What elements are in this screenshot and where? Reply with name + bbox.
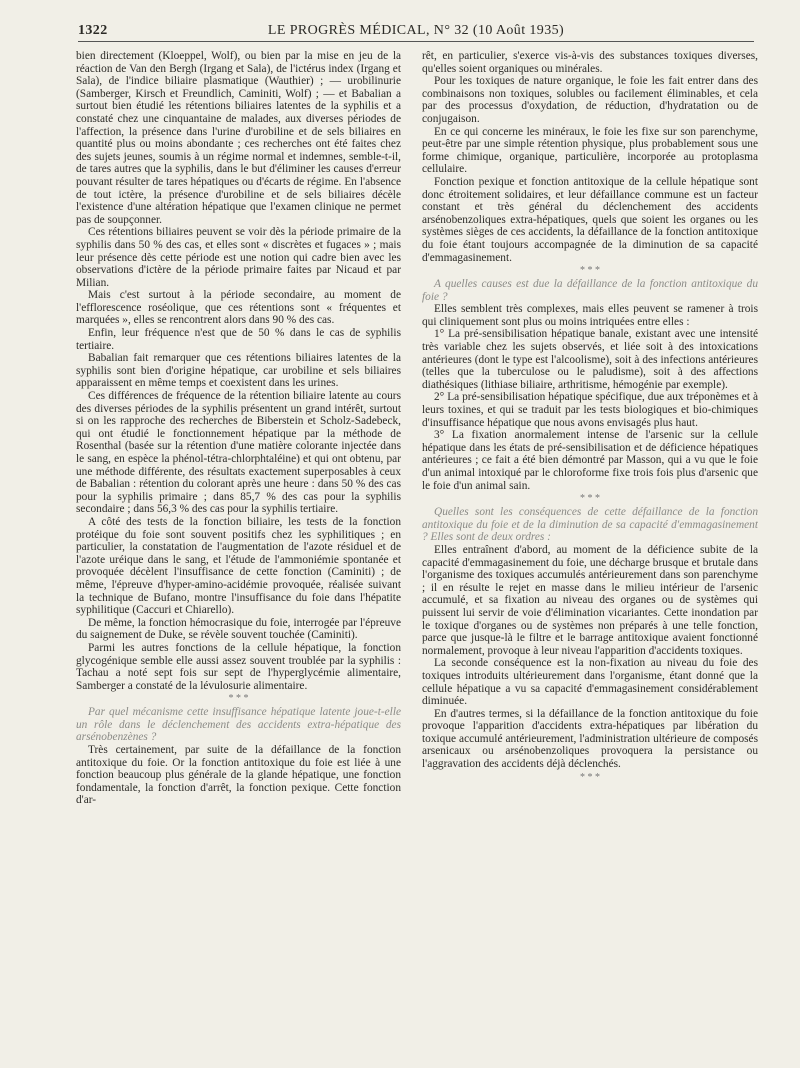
section-separator: * * * (228, 693, 249, 705)
paragraph: Elles entraînent d'abord, au moment de la déficience subite de la capacité d'emmagasinement du foie, une décharge brusque et brutale dans l'organisme des toxiques accumulés antérieurement dans son parenchyme ; il en résulte le rejet en masse dans le milieu intérieur de l'arsenic accumulé, et sa fixation au niveau des organes ou de systèmes qui puissent lui servir de voie d'élimination vicariantes. Cette inondation par le toxique d'organes ou de systèmes non préparés à une telle fonction, parce que jusque-là le filtre et le barrage antitoxique avaient fonctionné normalement, provoque à leur niveau l'apparition d'accidents toxiques. (422, 543, 758, 657)
paragraph: bien directement (Kloeppel, Wolf), ou bien par la mise en jeu de la réaction de Van den Bergh (Irgang et Sala), de l'ictérus index (Irgang et Sala), de l'indice biliaire plasmatique (Wauthier) ; — urobilinurie (Samberger, Kirsch et Freundlich, Caminiti, Wolf) ; — et Babalian a surtout bien étudié les rétentions biliaires latentes de la syphilis et a constaté chez une cinquantaine de malades, aux diverses périodes de l'affection, la présence dans l'urine d'urobiline et de sels biliaires en quantité plus ou moins abondante ; ces recherches ont été faites chez des sujets jeunes, soumis à un régime normal et indemnes, semble-t-il, de tares autres que la syphilis, dans le but d'éliminer les causes d'erreur pouvant résulter de tares hépatiques ou d'écarts de régime. En l'absence de tout ictère, la présence d'urobiline et de sels biliaires décèle l'existence d'une altération hépatique que l'examen clinique ne permet pas de soupçonner. (76, 50, 401, 226)
paragraph: La seconde conséquence est la non-fixation au niveau du foie des toxiques introduits ultérieurement dans l'organisme, étant donné que la cellule hépatique a vu sa capacité d'emmagasinement considérablement diminuée. (422, 657, 758, 708)
paragraph: Elles semblent très complexes, mais elles peuvent se ramener à trois qui cliniquement sont plus ou moins intriquées entre elles : (422, 303, 758, 328)
left-column (76, 50, 401, 1050)
paragraph: Ces rétentions biliaires peuvent se voir dès la période primaire de la syphilis dans 50 % des cas, et elles sont « discrètes et fugaces » ; mais leur présence dès cette période est une notion qui cadre bien avec les observations d'ictère de la période primaire faites par Nicaud et par Milian. (76, 226, 401, 289)
section-separator: * * * (580, 493, 600, 505)
page-header (78, 20, 754, 42)
paragraph: A côté des tests de la fonction biliaire, les tests de la fonction protéique du foie sont souvent positifs chez les syphilitiques ; en particulier, la constatation de l'augmentation de l'azote résiduel et de l'azote uréique dans le sang, et l'étude de l'ammoniémie spontanée et provoquée décèlent l'insuffisance de cette fonction (Caminiti) ; de même, l'épreuve d'hyper-amino-acidémie provoquée, réalisée suivant la technique de Bufano, montre l'insuffisance du foie dans l'hépatite syphilitique (Caccuri et Chiarello). (76, 515, 401, 617)
paragraph: Babalian fait remarquer que ces rétentions biliaires latentes de la syphilis sont bien d'origine hépatique, car urobiline et sels biliaires apparaissent en même temps et coexistent dans les urines. (76, 352, 401, 390)
paragraph: Mais c'est surtout à la période secondaire, au moment de l'efflorescence roséolique, que ces rétentions sont « fréquentes et marquées », elles se rencontrent alors dans 90 % des cas. (76, 289, 401, 327)
paragraph: 2° La pré-sensibilisation hépatique spécifique, due aux tréponèmes et à leurs toxines, et qui se traduit par les tests biologiques et bio-chimiques d'insuffisance hépatique que nous avons envisagés plus haut. (422, 391, 758, 429)
section-question: A quelles causes est due la défaillance de la fonction antitoxique du foie ? (422, 278, 758, 303)
section-question: Par quel mécanisme cette insuffisance hépatique latente joue-t-elle un rôle dans le déclenchement des accidents extra-hépatique des arsénobenzènes ? (76, 706, 401, 744)
paragraph: Pour les toxiques de nature organique, le foie les fait entrer dans des combinaisons non toxiques, solubles ou facilement éliminables, et cela par des processus d'oxydation, de réduction, d'hydratation ou de conjugaison. (422, 75, 758, 125)
paragraph: Très certainement, par suite de la défaillance de la fonction antitoxique du foie. Or la fonction antitoxique du foie est liée à une fonction beaucoup plus générale de la glande hépatique, une fonction fondamentale, la fonction d'arrêt, la fonction pexique. Cette fonction d'ar- (76, 744, 401, 807)
paragraph: 3° La fixation anormalement intense de l'arsenic sur la cellule hépatique dans les états de pré-sensibilisation et de déficience hépatiques antérieures ; ce fait a été bien démontré par Masson, qui a vu que le foie d'un animal intoxiqué par le chloroforme fixe trois fois plus d'arsenic que le foie d'un animal sain. (422, 429, 758, 492)
paragraph: Enfin, leur fréquence n'est que de 50 % dans le cas de syphilis tertiaire. (76, 327, 401, 352)
journal-title: LE PROGRÈS MÉDICAL, N° 32 (10 Août 1935) (267, 23, 565, 38)
paragraph: En ce qui concerne les minéraux, le foie les fixe sur son parenchyme, peut-être par une simple rétention physique, plus probablement sous une forme chimique, organique, particulière, incorporée au protoplasma cellulaire. (422, 125, 758, 176)
paragraph: Parmi les autres fonctions de la cellule hépatique, la fonction glycogénique semble elle aussi assez souvent troublée par la syphilis : Tachau a noté sept fois sur sept de l'hyperglycémie alimentaire, Samberger a constaté de la lévulosurie alimentaire. (76, 641, 401, 692)
section-separator: * * * (580, 265, 600, 277)
paragraph: En d'autres termes, si la défaillance de la fonction antitoxique du foie provoque l'apparition d'accidents extra-hépatiques par libération du toxique accumulé antérieurement, l'administration ultérieure de composés arsenicaux ou arsénobenzoliques provoquera la persistance ou l'aggravation des accidents déjà déclenchés. (422, 707, 758, 771)
paragraph: 1° La pré-sensibilisation hépatique banale, existant avec une intensité très variable chez les sujets observés, et liée soit à des intoxications antérieures (dont le type est l'alcoolisme), soit à des infections antérieures (telles que la tuberculose ou le paludisme), soit à des affections diathésiques (lithiase biliaire, arthritisme, hémogénie par exemple). (422, 328, 758, 391)
paragraph: rêt, en particulier, s'exerce vis-à-vis des substances toxiques diverses, qu'elles soient organiques ou minérales. (422, 50, 758, 75)
section-separator: * * * (580, 771, 600, 783)
paragraph: Ces différences de fréquence de la rétention biliaire latente au cours des diverses périodes de la syphilis présentent un grand intérêt, surtout si on les rapproche des recherches de Biberstein et Scholz-Sadebeck, qui ont étudié le fonctionnement hépatique par la méthode de Rosenthal (basée sur la rétention d'une matière colorante injectée dans le sang, en espèce la phénol-tétra-chlorphtaléine) et qui ont obtenu, par une méthode différente, des résultats exactement superposables à ceux de Babalian : rétention du colorant après une heure : dans 50 % des cas pour la syphilis primaire ; dans 85,7 % des cas pour la syphilis secondaire ; dans 56,3 % des cas pour la syphilis tertiaire. (76, 390, 401, 516)
paragraph: De même, la fonction hémocrasique du foie, interrogée par l'épreuve du saignement de Duke, se révèle souvent touchée (Caminiti). (76, 616, 401, 642)
section-question: Quelles sont les conséquences de cette défaillance de la fonction antitoxique du foie et de la diminution de sa capacité d'emmagasinement ? Elles sont de deux ordres : (422, 506, 758, 544)
header-rule (78, 41, 754, 42)
page-number: 1322 (78, 23, 108, 38)
paragraph: Fonction pexique et fonction antitoxique de la cellule hépatique sont donc étroitement solidaires, et leur défaillance commune est un facteur constant et très général du déclenchement des accidents arsénobenzoliques extra-hépatiques, quels que soient les organes ou les systèmes sièges de ces accidents, la défaillance de la fonction antitoxique du foie étant toujours accompagnée de la diminution de sa capacité d'emmagasinement. (422, 175, 758, 264)
right-column (422, 50, 758, 1050)
